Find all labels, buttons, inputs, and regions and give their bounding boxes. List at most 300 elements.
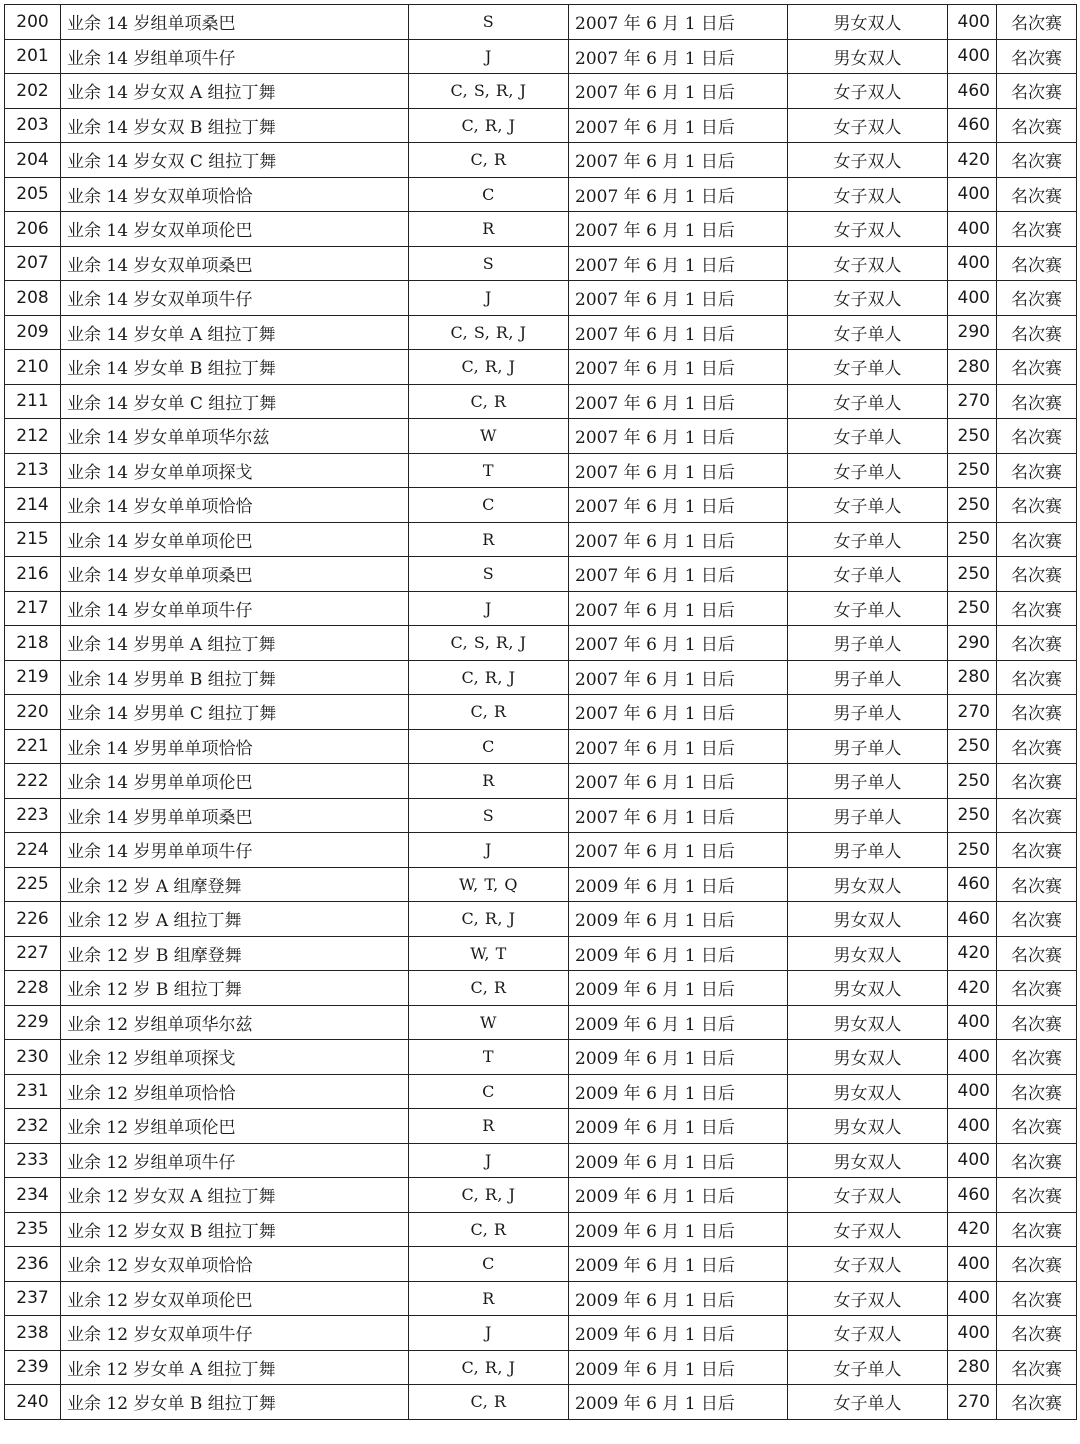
birth-date-requirement-cell: 2009 年 6 月 1 日后 [569, 902, 788, 937]
fee-cell: 280 [948, 660, 997, 695]
fee-cell: 460 [948, 902, 997, 937]
competition-type-cell: 名次赛 [997, 1143, 1077, 1178]
dances-cell: J [409, 591, 569, 626]
birth-date-requirement-cell: 2009 年 6 月 1 日后 [569, 1212, 788, 1247]
entry-type-cell: 女子双人 [788, 1281, 948, 1316]
table-row [5, 1143, 1077, 1178]
dances-cell: C, R, J [409, 660, 569, 695]
fee-cell: 250 [948, 557, 997, 592]
table-row [5, 1350, 1077, 1385]
dances-cell: C [409, 488, 569, 523]
competition-type-cell: 名次赛 [997, 246, 1077, 281]
event-number-cell: 211 [5, 384, 61, 419]
table-row [5, 488, 1077, 523]
dances-cell: C, R [409, 384, 569, 419]
competition-type-cell: 名次赛 [997, 488, 1077, 523]
event-name-cell: 业余 14 岁女单 C 组拉丁舞 [61, 384, 409, 419]
table-row [5, 936, 1077, 971]
competition-type-cell: 名次赛 [997, 1350, 1077, 1385]
dances-cell: W [409, 1005, 569, 1040]
event-name-cell: 业余 12 岁 A 组拉丁舞 [61, 902, 409, 937]
table-row [5, 591, 1077, 626]
dances-cell: R [409, 1109, 569, 1144]
event-name-cell: 业余 12 岁女双单项牛仔 [61, 1316, 409, 1351]
competition-type-cell: 名次赛 [997, 867, 1077, 902]
table-row [5, 1281, 1077, 1316]
entry-type-cell: 男女双人 [788, 1005, 948, 1040]
event-number-cell: 208 [5, 281, 61, 316]
fee-cell: 280 [948, 1350, 997, 1385]
event-number-cell: 210 [5, 350, 61, 385]
competition-type-cell: 名次赛 [997, 591, 1077, 626]
event-number-cell: 230 [5, 1040, 61, 1075]
table-row [5, 212, 1077, 247]
table-row [5, 1212, 1077, 1247]
birth-date-requirement-cell: 2009 年 6 月 1 日后 [569, 1247, 788, 1282]
dances-cell: T [409, 1040, 569, 1075]
table-row [5, 1247, 1077, 1282]
dances-cell: C, R, J [409, 350, 569, 385]
birth-date-requirement-cell: 2007 年 6 月 1 日后 [569, 591, 788, 626]
fee-cell: 290 [948, 626, 997, 661]
event-name-cell: 业余 14 岁男单单项伦巴 [61, 764, 409, 799]
dances-cell: W, T [409, 936, 569, 971]
fee-cell: 400 [948, 212, 997, 247]
table-row [5, 143, 1077, 178]
events-table [4, 4, 1077, 1420]
entry-type-cell: 男子单人 [788, 833, 948, 868]
fee-cell: 420 [948, 971, 997, 1006]
competition-type-cell: 名次赛 [997, 1281, 1077, 1316]
event-name-cell: 业余 14 岁女双 A 组拉丁舞 [61, 74, 409, 109]
table-row [5, 729, 1077, 764]
event-name-cell: 业余 12 岁女单 B 组拉丁舞 [61, 1385, 409, 1420]
dances-cell: S [409, 798, 569, 833]
event-number-cell: 223 [5, 798, 61, 833]
fee-cell: 250 [948, 833, 997, 868]
entry-type-cell: 男子单人 [788, 798, 948, 833]
competition-type-cell: 名次赛 [997, 281, 1077, 316]
competition-type-cell: 名次赛 [997, 1212, 1077, 1247]
entry-type-cell: 男女双人 [788, 5, 948, 40]
event-name-cell: 业余 12 岁组单项探戈 [61, 1040, 409, 1075]
event-number-cell: 219 [5, 660, 61, 695]
birth-date-requirement-cell: 2007 年 6 月 1 日后 [569, 74, 788, 109]
table-row [5, 1005, 1077, 1040]
entry-type-cell: 女子单人 [788, 1350, 948, 1385]
entry-type-cell: 女子单人 [788, 384, 948, 419]
entry-type-cell: 男女双人 [788, 1040, 948, 1075]
dances-cell: J [409, 281, 569, 316]
birth-date-requirement-cell: 2007 年 6 月 1 日后 [569, 177, 788, 212]
entry-type-cell: 女子单人 [788, 350, 948, 385]
table-row [5, 1109, 1077, 1144]
fee-cell: 400 [948, 281, 997, 316]
table-row [5, 177, 1077, 212]
event-name-cell: 业余 12 岁组单项恰恰 [61, 1074, 409, 1109]
table-row [5, 281, 1077, 316]
competition-type-cell: 名次赛 [997, 350, 1077, 385]
birth-date-requirement-cell: 2007 年 6 月 1 日后 [569, 5, 788, 40]
birth-date-requirement-cell: 2007 年 6 月 1 日后 [569, 39, 788, 74]
birth-date-requirement-cell: 2007 年 6 月 1 日后 [569, 695, 788, 730]
dances-cell: C, R [409, 143, 569, 178]
birth-date-requirement-cell: 2007 年 6 月 1 日后 [569, 522, 788, 557]
birth-date-requirement-cell: 2009 年 6 月 1 日后 [569, 1109, 788, 1144]
birth-date-requirement-cell: 2007 年 6 月 1 日后 [569, 315, 788, 350]
fee-cell: 270 [948, 1385, 997, 1420]
event-number-cell: 214 [5, 488, 61, 523]
table-row [5, 833, 1077, 868]
competition-type-cell: 名次赛 [997, 39, 1077, 74]
birth-date-requirement-cell: 2009 年 6 月 1 日后 [569, 1385, 788, 1420]
event-name-cell: 业余 14 岁女单单项牛仔 [61, 591, 409, 626]
table-row [5, 384, 1077, 419]
dances-cell: C, S, R, J [409, 626, 569, 661]
competition-type-cell: 名次赛 [997, 936, 1077, 971]
birth-date-requirement-cell: 2009 年 6 月 1 日后 [569, 936, 788, 971]
event-number-cell: 204 [5, 143, 61, 178]
dances-cell: R [409, 522, 569, 557]
event-name-cell: 业余 14 岁男单单项恰恰 [61, 729, 409, 764]
entry-type-cell: 女子单人 [788, 591, 948, 626]
table-row [5, 1385, 1077, 1420]
competition-type-cell: 名次赛 [997, 1316, 1077, 1351]
competition-type-cell: 名次赛 [997, 798, 1077, 833]
competition-type-cell: 名次赛 [997, 419, 1077, 454]
birth-date-requirement-cell: 2007 年 6 月 1 日后 [569, 419, 788, 454]
birth-date-requirement-cell: 2009 年 6 月 1 日后 [569, 1143, 788, 1178]
event-name-cell: 业余 14 岁女单单项桑巴 [61, 557, 409, 592]
competition-type-cell: 名次赛 [997, 1040, 1077, 1075]
entry-type-cell: 女子单人 [788, 315, 948, 350]
competition-type-cell: 名次赛 [997, 315, 1077, 350]
event-number-cell: 206 [5, 212, 61, 247]
entry-type-cell: 女子单人 [788, 453, 948, 488]
table-row [5, 1040, 1077, 1075]
fee-cell: 400 [948, 1316, 997, 1351]
fee-cell: 250 [948, 488, 997, 523]
dances-cell: C, R [409, 1212, 569, 1247]
event-name-cell: 业余 12 岁 A 组摩登舞 [61, 867, 409, 902]
event-name-cell: 业余 12 岁 B 组摩登舞 [61, 936, 409, 971]
entry-type-cell: 女子单人 [788, 1385, 948, 1420]
dances-cell: C, R, J [409, 108, 569, 143]
dances-cell: C, R, J [409, 1178, 569, 1213]
entry-type-cell: 女子双人 [788, 1178, 948, 1213]
event-number-cell: 233 [5, 1143, 61, 1178]
event-name-cell: 业余 14 岁女双单项恰恰 [61, 177, 409, 212]
entry-type-cell: 女子双人 [788, 212, 948, 247]
event-name-cell: 业余 12 岁女单 A 组拉丁舞 [61, 1350, 409, 1385]
dances-cell: W [409, 419, 569, 454]
competition-type-cell: 名次赛 [997, 212, 1077, 247]
table-row [5, 557, 1077, 592]
event-name-cell: 业余 12 岁组单项华尔兹 [61, 1005, 409, 1040]
fee-cell: 400 [948, 246, 997, 281]
event-number-cell: 222 [5, 764, 61, 799]
birth-date-requirement-cell: 2007 年 6 月 1 日后 [569, 557, 788, 592]
entry-type-cell: 男女双人 [788, 1074, 948, 1109]
fee-cell: 250 [948, 522, 997, 557]
competition-type-cell: 名次赛 [997, 453, 1077, 488]
fee-cell: 250 [948, 591, 997, 626]
competition-type-cell: 名次赛 [997, 384, 1077, 419]
fee-cell: 400 [948, 177, 997, 212]
event-number-cell: 221 [5, 729, 61, 764]
fee-cell: 270 [948, 384, 997, 419]
competition-type-cell: 名次赛 [997, 695, 1077, 730]
table-row [5, 74, 1077, 109]
birth-date-requirement-cell: 2007 年 6 月 1 日后 [569, 488, 788, 523]
event-number-cell: 203 [5, 108, 61, 143]
competition-type-cell: 名次赛 [997, 143, 1077, 178]
table-row [5, 522, 1077, 557]
birth-date-requirement-cell: 2009 年 6 月 1 日后 [569, 1350, 788, 1385]
table-row [5, 1316, 1077, 1351]
table-row [5, 867, 1077, 902]
event-name-cell: 业余 14 岁男单 A 组拉丁舞 [61, 626, 409, 661]
event-name-cell: 业余 12 岁女双 B 组拉丁舞 [61, 1212, 409, 1247]
entry-type-cell: 男子单人 [788, 695, 948, 730]
fee-cell: 400 [948, 1005, 997, 1040]
event-number-cell: 212 [5, 419, 61, 454]
competition-type-cell: 名次赛 [997, 177, 1077, 212]
birth-date-requirement-cell: 2009 年 6 月 1 日后 [569, 1074, 788, 1109]
entry-type-cell: 女子双人 [788, 177, 948, 212]
table-row [5, 246, 1077, 281]
entry-type-cell: 女子单人 [788, 419, 948, 454]
entry-type-cell: 女子双人 [788, 281, 948, 316]
dances-cell: R [409, 1281, 569, 1316]
entry-type-cell: 女子双人 [788, 108, 948, 143]
event-name-cell: 业余 14 岁女单 A 组拉丁舞 [61, 315, 409, 350]
table-row [5, 695, 1077, 730]
event-number-cell: 236 [5, 1247, 61, 1282]
table-row [5, 1074, 1077, 1109]
birth-date-requirement-cell: 2007 年 6 月 1 日后 [569, 108, 788, 143]
fee-cell: 400 [948, 1247, 997, 1282]
dances-cell: C, R [409, 971, 569, 1006]
event-name-cell: 业余 12 岁女双单项恰恰 [61, 1247, 409, 1282]
birth-date-requirement-cell: 2007 年 6 月 1 日后 [569, 798, 788, 833]
competition-type-cell: 名次赛 [997, 108, 1077, 143]
competition-type-cell: 名次赛 [997, 833, 1077, 868]
birth-date-requirement-cell: 2009 年 6 月 1 日后 [569, 1040, 788, 1075]
fee-cell: 420 [948, 1212, 997, 1247]
dances-cell: J [409, 1316, 569, 1351]
table-row [5, 798, 1077, 833]
fee-cell: 290 [948, 315, 997, 350]
fee-cell: 400 [948, 1109, 997, 1144]
dances-cell: C, S, R, J [409, 74, 569, 109]
event-number-cell: 202 [5, 74, 61, 109]
table-row [5, 902, 1077, 937]
dances-cell: J [409, 833, 569, 868]
dances-cell: J [409, 39, 569, 74]
dances-cell: C [409, 177, 569, 212]
table-row [5, 453, 1077, 488]
event-number-cell: 234 [5, 1178, 61, 1213]
event-number-cell: 229 [5, 1005, 61, 1040]
event-name-cell: 业余 14 岁男单单项牛仔 [61, 833, 409, 868]
dances-cell: S [409, 5, 569, 40]
entry-type-cell: 男女双人 [788, 902, 948, 937]
event-number-cell: 218 [5, 626, 61, 661]
dances-cell: C, R [409, 695, 569, 730]
entry-type-cell: 女子单人 [788, 488, 948, 523]
event-name-cell: 业余 14 岁男单 C 组拉丁舞 [61, 695, 409, 730]
event-number-cell: 213 [5, 453, 61, 488]
fee-cell: 400 [948, 1040, 997, 1075]
entry-type-cell: 女子双人 [788, 1316, 948, 1351]
competition-type-cell: 名次赛 [997, 1247, 1077, 1282]
birth-date-requirement-cell: 2007 年 6 月 1 日后 [569, 212, 788, 247]
competition-type-cell: 名次赛 [997, 729, 1077, 764]
birth-date-requirement-cell: 2007 年 6 月 1 日后 [569, 246, 788, 281]
entry-type-cell: 女子双人 [788, 74, 948, 109]
fee-cell: 400 [948, 1074, 997, 1109]
table-row [5, 39, 1077, 74]
birth-date-requirement-cell: 2007 年 6 月 1 日后 [569, 143, 788, 178]
entry-type-cell: 男女双人 [788, 936, 948, 971]
fee-cell: 400 [948, 1281, 997, 1316]
birth-date-requirement-cell: 2009 年 6 月 1 日后 [569, 1178, 788, 1213]
event-number-cell: 228 [5, 971, 61, 1006]
birth-date-requirement-cell: 2009 年 6 月 1 日后 [569, 1316, 788, 1351]
event-number-cell: 224 [5, 833, 61, 868]
birth-date-requirement-cell: 2007 年 6 月 1 日后 [569, 626, 788, 661]
entry-type-cell: 男女双人 [788, 971, 948, 1006]
birth-date-requirement-cell: 2009 年 6 月 1 日后 [569, 971, 788, 1006]
fee-cell: 280 [948, 350, 997, 385]
birth-date-requirement-cell: 2007 年 6 月 1 日后 [569, 764, 788, 799]
event-number-cell: 201 [5, 39, 61, 74]
table-row [5, 971, 1077, 1006]
competition-type-cell: 名次赛 [997, 902, 1077, 937]
event-number-cell: 216 [5, 557, 61, 592]
event-name-cell: 业余 14 岁女单单项探戈 [61, 453, 409, 488]
entry-type-cell: 男女双人 [788, 39, 948, 74]
competition-type-cell: 名次赛 [997, 5, 1077, 40]
competition-type-cell: 名次赛 [997, 1385, 1077, 1420]
event-name-cell: 业余 14 岁女单单项恰恰 [61, 488, 409, 523]
competition-type-cell: 名次赛 [997, 971, 1077, 1006]
entry-type-cell: 女子双人 [788, 246, 948, 281]
event-name-cell: 业余 14 岁女单单项伦巴 [61, 522, 409, 557]
dances-cell: C, R, J [409, 902, 569, 937]
birth-date-requirement-cell: 2009 年 6 月 1 日后 [569, 1005, 788, 1040]
fee-cell: 270 [948, 695, 997, 730]
table-row [5, 626, 1077, 661]
birth-date-requirement-cell: 2007 年 6 月 1 日后 [569, 281, 788, 316]
fee-cell: 400 [948, 1143, 997, 1178]
event-number-cell: 237 [5, 1281, 61, 1316]
event-number-cell: 239 [5, 1350, 61, 1385]
event-number-cell: 217 [5, 591, 61, 626]
birth-date-requirement-cell: 2009 年 6 月 1 日后 [569, 867, 788, 902]
event-number-cell: 225 [5, 867, 61, 902]
event-name-cell: 业余 14 岁组单项桑巴 [61, 5, 409, 40]
event-number-cell: 215 [5, 522, 61, 557]
entry-type-cell: 男女双人 [788, 1109, 948, 1144]
birth-date-requirement-cell: 2007 年 6 月 1 日后 [569, 660, 788, 695]
event-name-cell: 业余 14 岁女单 B 组拉丁舞 [61, 350, 409, 385]
entry-type-cell: 女子双人 [788, 1212, 948, 1247]
event-name-cell: 业余 14 岁女双单项伦巴 [61, 212, 409, 247]
event-number-cell: 200 [5, 5, 61, 40]
table-row [5, 5, 1077, 40]
event-name-cell: 业余 12 岁组单项伦巴 [61, 1109, 409, 1144]
event-number-cell: 240 [5, 1385, 61, 1420]
event-name-cell: 业余 14 岁女双 C 组拉丁舞 [61, 143, 409, 178]
event-number-cell: 209 [5, 315, 61, 350]
event-name-cell: 业余 14 岁女双单项桑巴 [61, 246, 409, 281]
fee-cell: 460 [948, 867, 997, 902]
event-number-cell: 232 [5, 1109, 61, 1144]
competition-type-cell: 名次赛 [997, 660, 1077, 695]
entry-type-cell: 女子双人 [788, 143, 948, 178]
competition-type-cell: 名次赛 [997, 74, 1077, 109]
fee-cell: 420 [948, 143, 997, 178]
fee-cell: 250 [948, 798, 997, 833]
birth-date-requirement-cell: 2007 年 6 月 1 日后 [569, 384, 788, 419]
event-name-cell: 业余 14 岁组单项牛仔 [61, 39, 409, 74]
dances-cell: R [409, 212, 569, 247]
birth-date-requirement-cell: 2007 年 6 月 1 日后 [569, 453, 788, 488]
fee-cell: 460 [948, 74, 997, 109]
entry-type-cell: 男女双人 [788, 867, 948, 902]
dances-cell: J [409, 1143, 569, 1178]
birth-date-requirement-cell: 2007 年 6 月 1 日后 [569, 833, 788, 868]
dances-cell: T [409, 453, 569, 488]
fee-cell: 460 [948, 1178, 997, 1213]
event-name-cell: 业余 14 岁男单 B 组拉丁舞 [61, 660, 409, 695]
entry-type-cell: 男子单人 [788, 764, 948, 799]
event-name-cell: 业余 12 岁女双单项伦巴 [61, 1281, 409, 1316]
dances-cell: C, R, J [409, 1350, 569, 1385]
event-name-cell: 业余 14 岁女单单项华尔兹 [61, 419, 409, 454]
entry-type-cell: 女子单人 [788, 522, 948, 557]
fee-cell: 250 [948, 419, 997, 454]
fee-cell: 400 [948, 5, 997, 40]
dances-cell: C, R [409, 1385, 569, 1420]
event-number-cell: 238 [5, 1316, 61, 1351]
dances-cell: C [409, 1074, 569, 1109]
entry-type-cell: 男女双人 [788, 1143, 948, 1178]
birth-date-requirement-cell: 2007 年 6 月 1 日后 [569, 350, 788, 385]
birth-date-requirement-cell: 2007 年 6 月 1 日后 [569, 729, 788, 764]
event-number-cell: 205 [5, 177, 61, 212]
table-row [5, 315, 1077, 350]
competition-type-cell: 名次赛 [997, 522, 1077, 557]
table-row [5, 350, 1077, 385]
table-row [5, 660, 1077, 695]
dances-cell: S [409, 246, 569, 281]
event-name-cell: 业余 14 岁女双 B 组拉丁舞 [61, 108, 409, 143]
event-number-cell: 231 [5, 1074, 61, 1109]
table-row [5, 764, 1077, 799]
entry-type-cell: 女子单人 [788, 557, 948, 592]
birth-date-requirement-cell: 2009 年 6 月 1 日后 [569, 1281, 788, 1316]
fee-cell: 400 [948, 39, 997, 74]
entry-type-cell: 男子单人 [788, 660, 948, 695]
event-number-cell: 207 [5, 246, 61, 281]
event-name-cell: 业余 14 岁男单单项桑巴 [61, 798, 409, 833]
event-name-cell: 业余 12 岁女双 A 组拉丁舞 [61, 1178, 409, 1213]
competition-type-cell: 名次赛 [997, 764, 1077, 799]
events-table-body [5, 5, 1077, 1420]
